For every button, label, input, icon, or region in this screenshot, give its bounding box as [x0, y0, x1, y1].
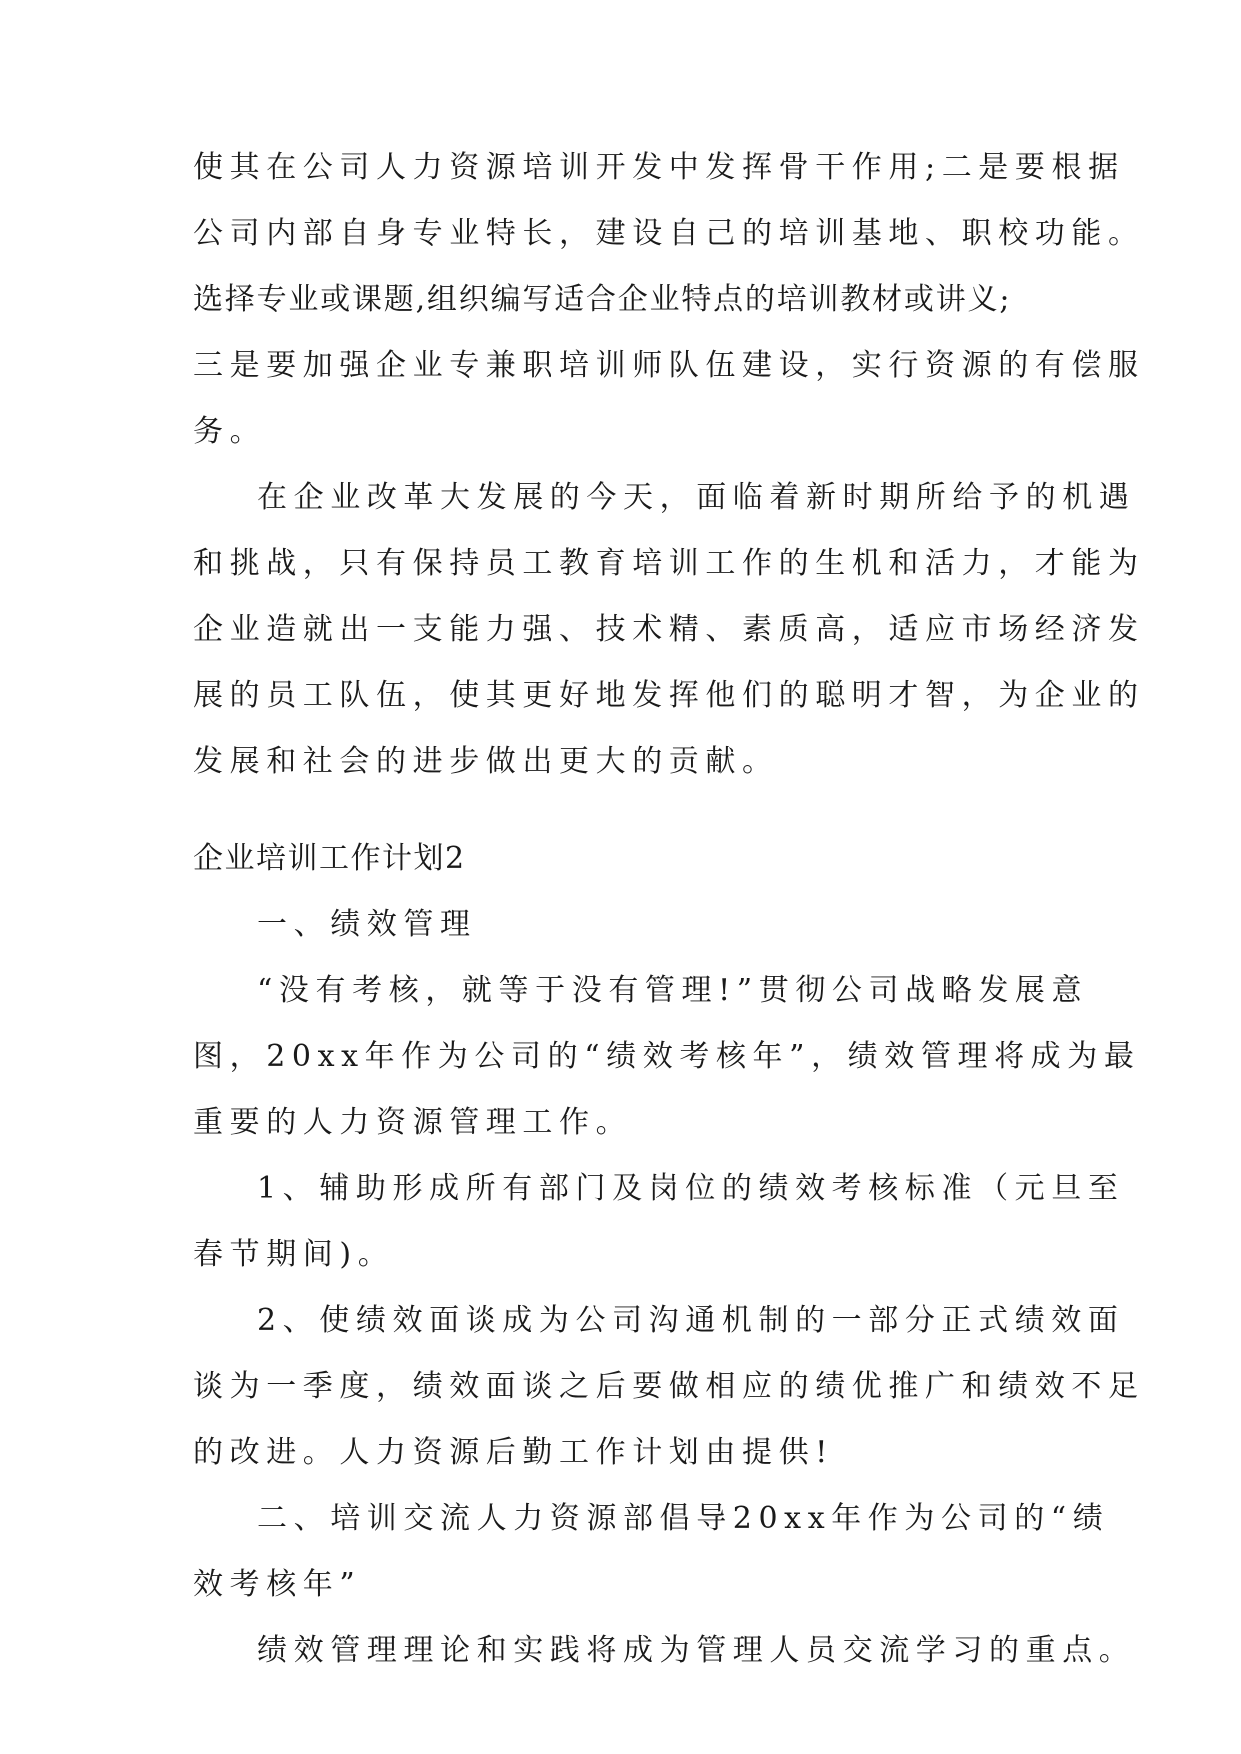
paragraph-line: 企业造就出一支能力强、技术精、素质高，适应市场经济发	[193, 612, 1145, 647]
section-heading: 二、培训交流人力资源部倡导20xx年作为公司的“绩	[257, 1501, 1110, 1536]
paragraph-line: 三是要加强企业专兼职培训师队伍建设，实行资源的有偿服	[193, 348, 1145, 383]
list-item-line: 1、辅助形成所有部门及岗位的绩效考核标准（元旦至	[257, 1171, 1125, 1206]
list-item-line: 2、使绩效面谈成为公司沟通机制的一部分正式绩效面	[257, 1303, 1125, 1338]
paragraph-line: “没有考核，就等于没有管理!”贯彻公司战略发展意	[257, 973, 1089, 1008]
list-item-line: 的改进。人力资源后勤工作计划由提供!	[193, 1435, 834, 1470]
paragraph-line: 图，20xx年作为公司的“绩效考核年”，绩效管理将成为最	[193, 1039, 1141, 1074]
paragraph-line: 使其在公司人力资源培训开发中发挥骨干作用;二是要根据	[193, 150, 1125, 185]
paragraph-line: 和挑战，只有保持员工教育培训工作的生机和活力，才能为	[193, 546, 1145, 581]
list-item-line: 春节期间)。	[193, 1237, 395, 1272]
paragraph-line: 选择专业或课题,组织编写适合企业特点的培训教材或讲义;	[193, 282, 1012, 317]
section-heading: 效考核年”	[193, 1567, 362, 1602]
paragraph-line: 重要的人力资源管理工作。	[193, 1105, 633, 1140]
paragraph-line: 绩效管理理论和实践将成为管理人员交流学习的重点。	[257, 1633, 1136, 1668]
paragraph-line: 务。	[193, 414, 267, 449]
paragraph-line: 发展和社会的进步做出更大的贡献。	[193, 744, 779, 779]
list-item-line: 谈为一季度，绩效面谈之后要做相应的绩优推广和绩效不足	[193, 1369, 1145, 1404]
paragraph-line: 展的员工队伍，使其更好地发挥他们的聪明才智，为企业的	[193, 678, 1145, 713]
paragraph-line: 公司内部自身专业特长，建设自己的培训基地、职校功能。	[193, 216, 1145, 251]
section-heading: 一、绩效管理	[257, 907, 477, 942]
paragraph-line: 在企业改革大发展的今天，面临着新时期所给予的机遇	[257, 480, 1136, 515]
section-title: 企业培训工作计划2	[193, 841, 466, 876]
